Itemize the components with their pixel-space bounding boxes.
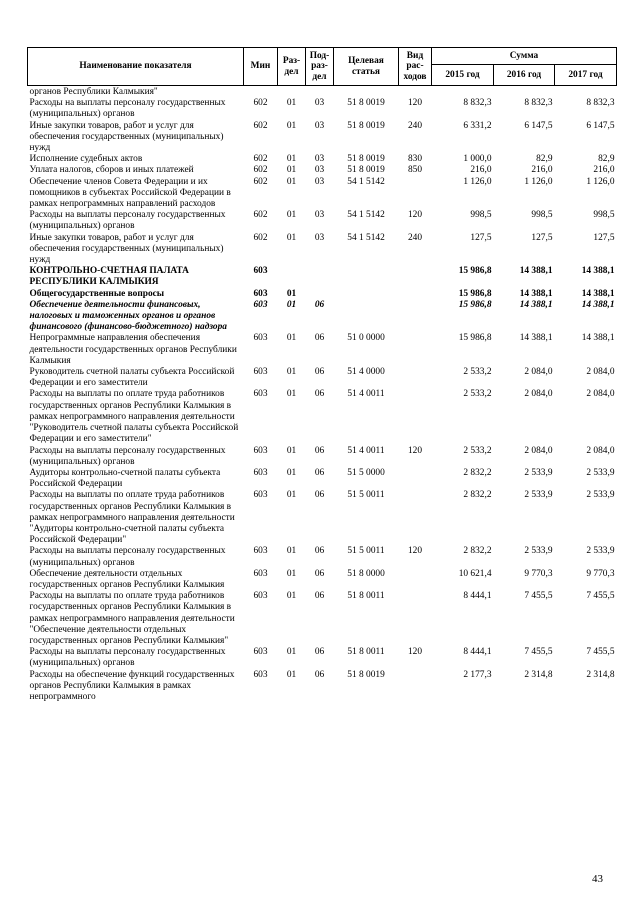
table-cell-target: 51 4 0011 <box>347 445 385 456</box>
table-cell-2016: 14 388,1 <box>519 333 553 344</box>
table-cell-vid <box>399 468 432 490</box>
table-cell-razdel: 01 <box>286 120 297 131</box>
table-row <box>28 177 617 211</box>
table-cell-razdel: 01 <box>286 445 297 456</box>
table-row <box>28 121 617 155</box>
table-cell-razdel: 01 <box>286 176 297 187</box>
table-cell-2017: 14 388,1 <box>581 266 615 277</box>
table-cell-name: Расходы на выплаты по оплате труда работников государственных органов Республики Калмыкия в рамках непрограммного направления деятельности "Аудиторы контрольно-счетной палаты субъекта Российской Федерации" <box>29 490 235 546</box>
table-cell-name: Расходы на выплаты по оплате труда работников государственных органов Республики Калмыкия в рамках непрограммного направления деятельности "Руководитель счетной палаты субъекта Российской Федерации и его заместители" <box>29 389 239 445</box>
table-cell-min <box>244 86 278 99</box>
table-cell-2016: 1 126,0 <box>524 176 553 187</box>
table-cell-2016: 2 533,9 <box>524 546 553 557</box>
table-cell-vid <box>399 591 432 647</box>
table-cell-2015: 2 533,2 <box>463 445 492 456</box>
table-cell-target: 51 8 0019 <box>347 98 385 109</box>
table-cell-2017: 2 533,9 <box>586 467 615 478</box>
table-cell-2017: 1 126,0 <box>586 176 615 187</box>
table-cell-2017: 2 533,9 <box>586 546 615 557</box>
table-cell-2015: 6 331,2 <box>463 120 492 131</box>
table-row <box>28 98 617 120</box>
table-cell-target: 51 5 0000 <box>347 467 385 478</box>
table-row <box>28 289 617 300</box>
table-cell-min: 602 <box>253 120 268 131</box>
table-cell-2015: 127,5 <box>470 232 492 243</box>
table-cell-target: 51 5 0011 <box>347 490 385 501</box>
table-cell-vid: 120 <box>407 647 423 658</box>
table-cell-target: 51 8 0000 <box>347 568 385 579</box>
table-cell-2016: 14 388,1 <box>519 288 553 299</box>
table-cell-min: 602 <box>253 165 268 176</box>
table-cell-2016: 14 388,1 <box>519 266 553 277</box>
table-cell-2016: 8 832,3 <box>524 98 553 109</box>
table-cell-podrazdel: 06 <box>314 367 325 378</box>
table-cell-min: 603 <box>253 546 268 557</box>
table-row <box>28 266 617 288</box>
header-min: Мин <box>244 48 278 86</box>
table-cell-min: 603 <box>253 591 268 602</box>
table-cell-podrazdel: 03 <box>314 98 325 109</box>
table-cell-name: Расходы на обеспечение функций государственных органов Республики Калмыкия в рамках непрограммного <box>29 669 235 702</box>
header-vid: Вид рас- ходов <box>399 48 432 86</box>
table-cell-2017: 14 388,1 <box>581 333 615 344</box>
table-cell-vid <box>399 367 432 389</box>
table-cell-name: Руководитель счетной палаты субъекта Российской Федерации и его заместители <box>29 367 235 389</box>
table-row <box>28 490 617 546</box>
table-cell-2015: 8 444,1 <box>463 591 492 602</box>
header-name: Наименование показателя <box>28 48 244 86</box>
table-cell-2017: 2 084,0 <box>586 389 615 400</box>
table-row <box>28 468 617 490</box>
table-cell-target: 51 8 0011 <box>347 647 385 658</box>
table-cell-target <box>334 266 399 288</box>
table-row <box>28 300 617 334</box>
table-cell-vid: 850 <box>407 165 423 176</box>
header-year-2016: 2016 год <box>494 65 555 86</box>
table-cell-2016: 2 533,9 <box>524 490 553 501</box>
table-cell-2016: 216,0 <box>531 165 553 176</box>
table-cell-razdel: 01 <box>286 647 297 658</box>
table-cell-vid: 120 <box>407 98 423 109</box>
table-cell-min: 602 <box>253 154 268 165</box>
table-cell-2015: 1 126,0 <box>463 176 492 187</box>
table-cell-vid: 240 <box>407 120 423 131</box>
table-cell-2017: 8 832,3 <box>586 98 615 109</box>
table-cell-min: 603 <box>253 299 268 310</box>
table-cell-name: Обеспечение деятельности финансовых, налоговых и таможенных органов и органов финансового (финансово-бюджетного) надзора <box>29 299 227 333</box>
table-cell-min: 602 <box>253 232 268 243</box>
table-row <box>28 333 617 367</box>
table-body <box>28 86 617 704</box>
table-cell-podrazdel: 06 <box>314 333 325 344</box>
table-cell-target: 51 8 0011 <box>347 591 385 602</box>
table-cell-min: 603 <box>253 647 268 658</box>
header-year-2015: 2015 год <box>432 65 494 86</box>
table-cell-name: Иные закупки товаров, работ и услуг для обеспечения государственных (муниципальных) нужд <box>29 232 224 266</box>
table-cell-name: органов Республики Калмыкия" <box>29 87 158 97</box>
table-cell-2017: 216,0 <box>593 165 615 176</box>
table-cell-2015: 216,0 <box>470 165 492 176</box>
table-cell-target <box>334 289 399 300</box>
table-cell-2017: 14 388,1 <box>581 299 615 310</box>
table-cell-2016: 2 314,8 <box>524 669 553 680</box>
table-cell-min: 603 <box>253 467 268 478</box>
table-cell-target: 51 8 0019 <box>347 120 385 131</box>
table-cell-razdel: 01 <box>286 568 297 579</box>
table-cell-2016: 7 455,5 <box>524 647 553 658</box>
table-cell-min: 603 <box>253 367 268 378</box>
table-cell-name: Обеспечение членов Совета Федерации и их помощников в субъектах Российской Федерации в рамках непрограммных направлений расходов <box>29 176 231 210</box>
table-cell-2017 <box>555 86 617 99</box>
table-cell-2017: 14 388,1 <box>581 288 615 299</box>
table-cell-name: Общегосударственные вопросы <box>29 288 165 299</box>
table-cell-min: 603 <box>253 288 268 299</box>
table-cell-podrazdel: 06 <box>314 669 325 680</box>
table-row <box>28 233 617 267</box>
table-cell-vid <box>399 490 432 546</box>
table-cell-2017: 82,9 <box>598 154 615 165</box>
table-cell-podrazdel: 06 <box>314 568 325 579</box>
table-cell-name: Аудиторы контрольно-счетной палаты субъекта Российской Федерации <box>29 467 221 490</box>
table-cell-2017: 2 084,0 <box>586 367 615 378</box>
table-row <box>28 210 617 232</box>
table-cell-target: 54 1 5142 <box>347 176 385 187</box>
table-row <box>28 86 617 99</box>
table-cell-target: 54 1 5142 <box>347 210 385 221</box>
table-cell-2017: 6 147,5 <box>586 120 615 131</box>
table-row <box>28 367 617 389</box>
header-razdel: Раз- дел <box>278 48 306 86</box>
table-row <box>28 165 617 176</box>
table-cell-2017: 7 455,5 <box>586 591 615 602</box>
table-cell-2015: 1 000,0 <box>463 154 492 165</box>
table-row <box>28 546 617 568</box>
table-cell-vid <box>399 333 432 367</box>
table-cell-razdel <box>278 86 306 99</box>
table-cell-2016 <box>494 86 555 99</box>
table-cell-razdel: 01 <box>286 98 297 109</box>
table-cell-name: Расходы на выплаты по оплате труда работников государственных органов Республики Калмыкия в рамках непрограммного направления деятельности "Обеспечение деятельности отдельных государственных органов Республики Калмыкия" <box>29 591 235 646</box>
table-cell-name: Иные закупки товаров, работ и услуг для обеспечения государственных (муниципальных) нужд <box>29 120 224 154</box>
table-cell-2015: 2 832,2 <box>463 546 492 557</box>
table-cell-razdel: 01 <box>286 546 297 557</box>
table-cell-2015: 2 832,2 <box>463 490 492 501</box>
table-cell-vid <box>399 670 432 704</box>
table-cell-2016: 2 533,9 <box>524 467 553 478</box>
table-cell-name: Расходы на выплаты персоналу государственных (муниципальных) органов <box>29 445 226 467</box>
table-cell-target: 51 8 0019 <box>347 165 385 176</box>
table-cell-min: 602 <box>253 176 268 187</box>
table-cell-razdel: 01 <box>286 467 297 478</box>
table-cell-2015: 8 444,1 <box>463 647 492 658</box>
table-cell-razdel: 01 <box>286 591 297 602</box>
table-cell-name: Расходы на выплаты персоналу государственных (муниципальных) органов <box>29 98 226 120</box>
table-cell-razdel: 01 <box>286 389 297 400</box>
table-cell-2016: 6 147,5 <box>524 120 553 131</box>
table-cell-2017: 2 314,8 <box>586 669 615 680</box>
table-row <box>28 569 617 591</box>
table-cell-2015: 15 986,8 <box>458 299 492 310</box>
table-cell-min: 603 <box>253 568 268 579</box>
table-cell-2017: 9 770,3 <box>586 568 615 579</box>
table-cell-min: 602 <box>253 210 268 221</box>
table-cell-podrazdel: 03 <box>314 120 325 131</box>
table-cell-podrazdel: 03 <box>314 176 325 187</box>
table-cell-2016: 2 084,0 <box>524 445 553 456</box>
table-cell-vid <box>399 266 432 288</box>
table-cell-2016: 14 388,1 <box>519 299 553 310</box>
table-row <box>28 446 617 468</box>
table-cell-target <box>334 300 399 334</box>
table-cell-podrazdel: 06 <box>314 467 325 478</box>
table-cell-vid: 120 <box>407 210 423 221</box>
table-cell-2015: 15 986,8 <box>458 266 492 277</box>
table-cell-podrazdel: 06 <box>314 647 325 658</box>
table-cell-min: 602 <box>253 98 268 109</box>
table-cell-target: 54 1 5142 <box>347 232 385 243</box>
table-cell-2015: 15 986,8 <box>458 288 492 299</box>
table-cell-target: 51 5 0011 <box>347 546 385 557</box>
table-cell-min: 603 <box>253 445 268 456</box>
table-row <box>28 591 617 647</box>
table-cell-2015 <box>432 86 494 99</box>
table-cell-podrazdel: 03 <box>314 232 325 243</box>
table-cell-2016: 127,5 <box>531 232 553 243</box>
table-cell-podrazdel: 03 <box>314 154 325 165</box>
table-cell-name: Уплата налогов, сборов и иных платежей <box>29 165 194 176</box>
table-cell-2016: 7 455,5 <box>524 591 553 602</box>
table-cell-2016: 998,5 <box>531 210 553 221</box>
table-row <box>28 670 617 704</box>
table-cell-2016: 2 084,0 <box>524 367 553 378</box>
table-cell-target: 51 0 0000 <box>347 333 385 344</box>
table-cell-vid <box>399 86 432 99</box>
table-cell-2015: 2 533,2 <box>463 389 492 400</box>
table-cell-2015: 8 832,3 <box>463 98 492 109</box>
table-cell-min: 603 <box>253 389 268 400</box>
header-target: Целевая статья <box>334 48 399 86</box>
table-cell-2016: 2 084,0 <box>524 389 553 400</box>
table-cell-razdel: 01 <box>286 232 297 243</box>
table-cell-name: Расходы на выплаты персоналу государственных (муниципальных) органов <box>29 546 226 568</box>
table-cell-2017: 2 533,9 <box>586 490 615 501</box>
table-cell-2017: 7 455,5 <box>586 647 615 658</box>
table-cell-vid: 240 <box>407 232 423 243</box>
table-cell-2017: 998,5 <box>593 210 615 221</box>
table-cell-target: 51 8 0019 <box>347 669 385 680</box>
table-cell-2015: 2 177,3 <box>463 669 492 680</box>
table-cell-2017: 2 084,0 <box>586 445 615 456</box>
table-cell-razdel <box>278 266 306 288</box>
table-cell-min: 603 <box>253 266 268 277</box>
table-cell-2015: 2 533,2 <box>463 367 492 378</box>
table-cell-razdel: 01 <box>286 367 297 378</box>
table-cell-name: Непрограммные направления обеспечения деятельности государственных органов Республики Калмыкия <box>29 333 237 366</box>
table-cell-podrazdel: 06 <box>314 490 325 501</box>
table-cell-razdel: 01 <box>286 490 297 501</box>
table-cell-vid: 120 <box>407 546 423 557</box>
table-cell-vid <box>399 289 432 300</box>
table-cell-2017: 127,5 <box>593 232 615 243</box>
table-cell-target: 51 4 0011 <box>347 389 385 400</box>
budget-table <box>27 47 617 703</box>
table-row <box>28 154 617 165</box>
table-row <box>28 389 617 445</box>
table-cell-podrazdel: 06 <box>314 591 325 602</box>
table-cell-razdel: 01 <box>286 210 297 221</box>
table-cell-2015: 998,5 <box>470 210 492 221</box>
table-cell-min: 603 <box>253 669 268 680</box>
table-cell-vid: 120 <box>407 445 423 456</box>
header-year-2017: 2017 год <box>555 65 617 86</box>
table-cell-min: 603 <box>253 333 268 344</box>
table-cell-razdel: 01 <box>286 288 297 299</box>
table-cell-vid <box>399 300 432 334</box>
table-cell-podrazdel: 03 <box>314 165 325 176</box>
table-cell-target: 51 8 0019 <box>347 154 385 165</box>
table-cell-target <box>334 86 399 99</box>
page-number: 43 <box>592 873 603 885</box>
table-cell-name: Расходы на выплаты персоналу государственных (муниципальных) органов <box>29 647 226 669</box>
table-cell-razdel: 01 <box>286 333 297 344</box>
table-cell-razdel: 01 <box>286 154 297 165</box>
table-cell-podrazdel <box>306 266 334 288</box>
table-cell-vid <box>399 177 432 211</box>
table-cell-podrazdel: 03 <box>314 210 325 221</box>
table-cell-name: Обеспечение деятельности отдельных государственных органов Республики Калмыкия <box>29 568 225 590</box>
table-cell-2015: 15 986,8 <box>458 333 492 344</box>
table-cell-target: 51 4 0000 <box>347 367 385 378</box>
table-cell-razdel: 01 <box>286 669 297 680</box>
header-podrazdel: Под- раз- дел <box>306 48 334 86</box>
header-sum: Сумма <box>432 48 617 65</box>
table-cell-razdel: 01 <box>286 165 297 176</box>
table-cell-podrazdel: 06 <box>314 546 325 557</box>
table-cell-podrazdel: 06 <box>314 389 325 400</box>
table-cell-vid: 830 <box>407 154 423 165</box>
table-cell-podrazdel <box>306 289 334 300</box>
table-cell-2015: 2 832,2 <box>463 467 492 478</box>
table-row <box>28 647 617 669</box>
table-cell-vid <box>399 569 432 591</box>
table-cell-2015: 10 621,4 <box>458 568 492 579</box>
table-cell-2016: 82,9 <box>536 154 553 165</box>
table-cell-2016: 9 770,3 <box>524 568 553 579</box>
table-cell-name: КОНТРОЛЬНО-СЧЕТНАЯ ПАЛАТА РЕСПУБЛИКИ КАЛМЫКИЯ <box>29 266 189 288</box>
table-cell-vid <box>399 389 432 445</box>
table-cell-min: 603 <box>253 490 268 501</box>
table-cell-name: Исполнение судебных актов <box>29 154 143 165</box>
table-cell-podrazdel: 06 <box>314 299 325 310</box>
table-cell-podrazdel <box>306 86 334 99</box>
table-cell-name: Расходы на выплаты персоналу государственных (муниципальных) органов <box>29 210 226 232</box>
table-cell-razdel: 01 <box>286 299 297 310</box>
table-cell-podrazdel: 06 <box>314 445 325 456</box>
